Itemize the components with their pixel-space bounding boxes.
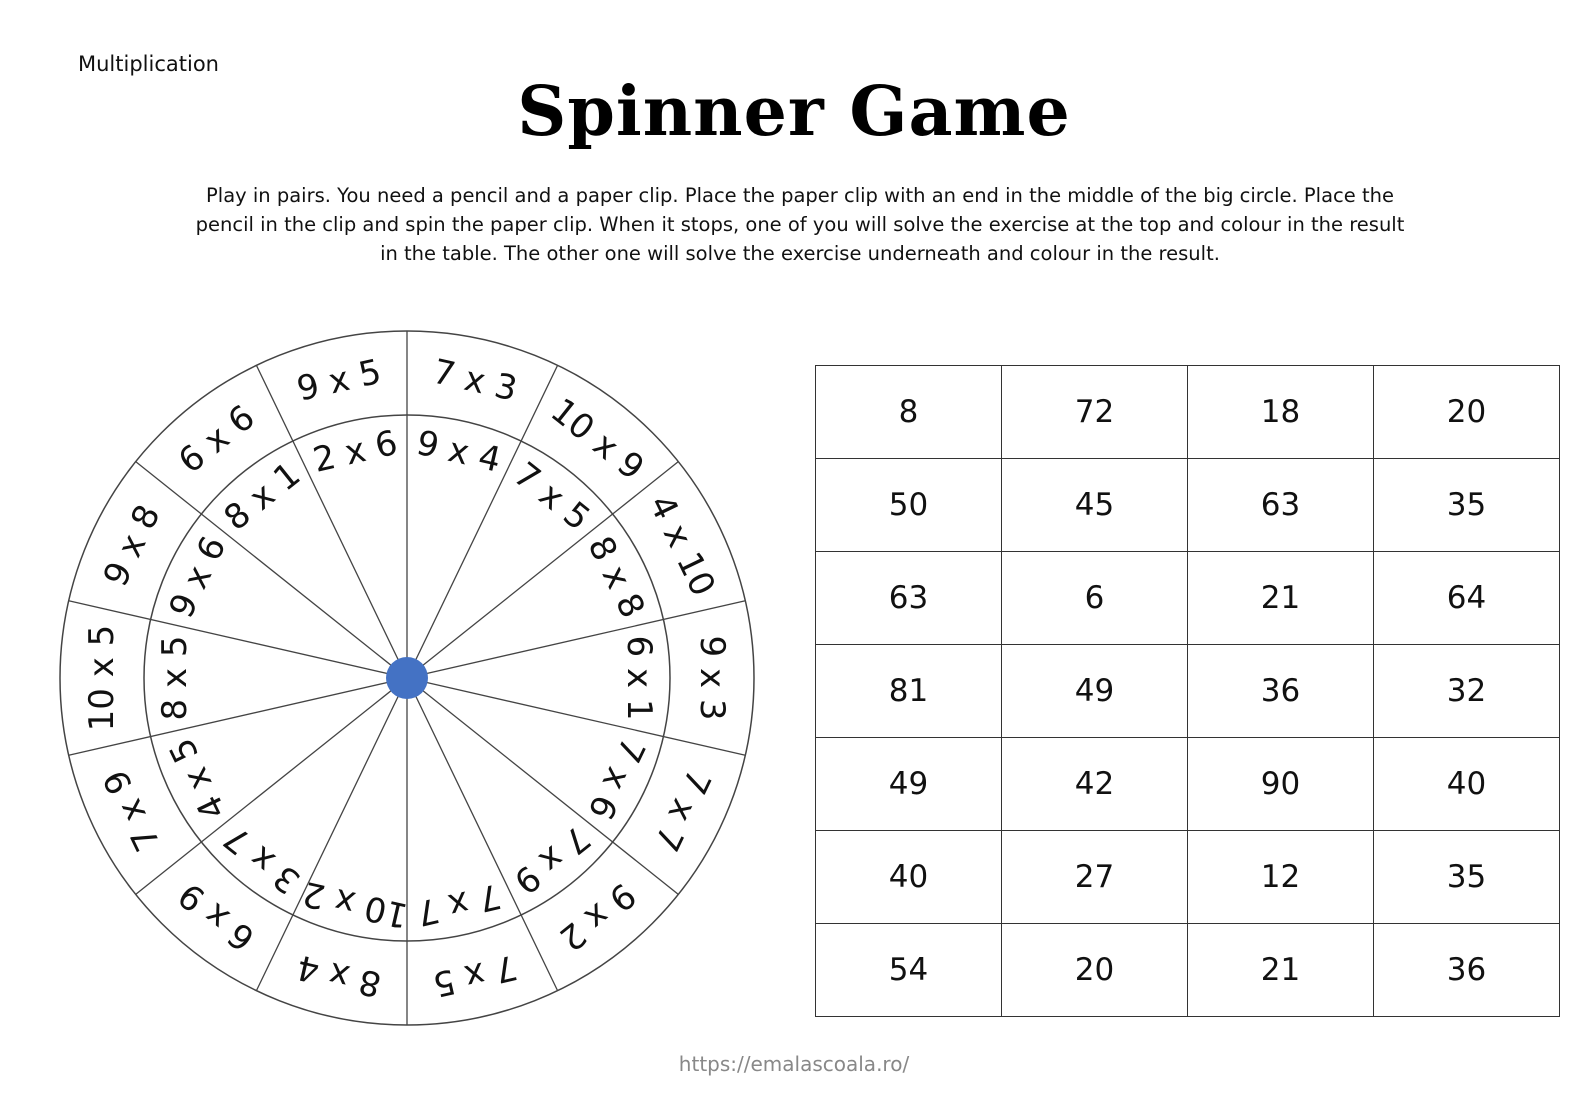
result-cell[interactable]: 21 — [1188, 924, 1374, 1017]
results-table — [815, 365, 1560, 1017]
inner_ring-exercise: 4 x 5 — [161, 731, 235, 826]
outer_ring-exercise: 7 x 7 — [645, 763, 719, 858]
result-cell[interactable]: 72 — [1002, 366, 1188, 459]
sector-divider — [407, 365, 558, 678]
source-link[interactable]: https://emalascoala.ro/ — [678, 1052, 910, 1076]
sector-divider — [407, 678, 558, 991]
result-cell[interactable]: 12 — [1188, 831, 1374, 924]
outer_ring-exercise: 6 x 9 — [171, 874, 263, 959]
result-cell[interactable]: 49 — [1002, 645, 1188, 738]
result-cell[interactable]: 36 — [1374, 924, 1560, 1017]
inner_ring-exercise: 2 x 6 — [309, 422, 402, 481]
result-cell[interactable]: 40 — [816, 831, 1002, 924]
outer_ring-exercise: 7 x 3 — [428, 351, 521, 410]
inner_ring-exercise: 3 x 7 — [216, 817, 309, 902]
result-cell[interactable]: 35 — [1374, 831, 1560, 924]
table-row — [816, 645, 1560, 738]
result-cell[interactable]: 81 — [816, 645, 1002, 738]
result-cell[interactable]: 20 — [1002, 924, 1188, 1017]
instructions — [190, 181, 1410, 268]
result-cell[interactable]: 45 — [1002, 459, 1188, 552]
table-row — [816, 738, 1560, 831]
result-cell[interactable]: 49 — [816, 738, 1002, 831]
inner_ring-exercise: 6 x 1 — [619, 635, 659, 721]
inner_ring-exercise: 7 x 6 — [579, 731, 653, 826]
sector-divider — [256, 678, 407, 991]
inner_ring-exercise: 8 x 1 — [216, 454, 309, 539]
inner_ring-exercise: 9 x 4 — [412, 422, 505, 481]
result-cell[interactable]: 63 — [816, 552, 1002, 645]
result-cell[interactable]: 21 — [1188, 552, 1374, 645]
table-row — [816, 831, 1560, 924]
result-cell[interactable]: 18 — [1188, 366, 1374, 459]
inner_ring-exercise: 9 x 6 — [161, 530, 235, 625]
outer_ring-exercise: 9 x 3 — [692, 635, 732, 721]
outer_ring-exercise: 8 x 4 — [293, 946, 386, 1005]
spinner-center[interactable] — [386, 657, 428, 699]
outer_ring-exercise: 4 x 10 — [640, 488, 723, 603]
inner_ring-exercise: 8 x 8 — [579, 530, 653, 625]
result-cell[interactable]: 8 — [816, 366, 1002, 459]
subject-label: Multiplication — [78, 52, 219, 76]
page-title: Spinner Game — [517, 72, 1071, 152]
inner_ring-exercise: 7 x 9 — [505, 817, 598, 902]
outer_ring-exercise: 10 x 9 — [543, 390, 652, 489]
instructions-line: in the table. The other one will solve the exercise underneath and colour in the result. — [380, 242, 1220, 265]
result-cell[interactable]: 20 — [1374, 366, 1560, 459]
outer_ring-exercise: 10 x 5 — [82, 624, 122, 732]
inner_ring-exercise: 8 x 5 — [155, 635, 195, 721]
result-cell[interactable]: 32 — [1374, 645, 1560, 738]
inner_ring-exercise: 10 x 2 — [298, 872, 412, 936]
instructions-line: Play in pairs. You need a pencil and a paper clip. Place the paper clip with an end in the middle of the big circle. Place the — [206, 184, 1394, 207]
result-cell[interactable]: 36 — [1188, 645, 1374, 738]
result-cell[interactable]: 54 — [816, 924, 1002, 1017]
result-cell[interactable]: 90 — [1188, 738, 1374, 831]
outer_ring-exercise: 9 x 5 — [293, 351, 386, 410]
result-cell[interactable]: 42 — [1002, 738, 1188, 831]
result-cell[interactable]: 64 — [1374, 552, 1560, 645]
result-cell[interactable]: 50 — [816, 459, 1002, 552]
result-cell[interactable]: 63 — [1188, 459, 1374, 552]
table-row — [816, 366, 1560, 459]
outer_ring-exercise: 7 x 5 — [428, 946, 521, 1005]
outer_ring-exercise: 7 x 9 — [95, 763, 169, 858]
outer_ring-exercise: 9 x 2 — [551, 874, 643, 959]
outer_ring-exercise: 6 x 6 — [171, 397, 263, 482]
instructions-line: pencil in the clip and spin the paper clip. When it stops, one of you will solve the exercise at the top and colour in the result — [195, 213, 1405, 236]
result-cell[interactable]: 40 — [1374, 738, 1560, 831]
result-cell[interactable]: 35 — [1374, 459, 1560, 552]
result-cell[interactable]: 6 — [1002, 552, 1188, 645]
inner_ring-exercise: 7 x 7 — [412, 875, 505, 934]
inner_ring-exercise: 7 x 5 — [505, 454, 598, 539]
table-row — [816, 552, 1560, 645]
spinner-wheel[interactable] — [0, 300, 800, 1060]
result-cell[interactable]: 27 — [1002, 831, 1188, 924]
table-row — [816, 459, 1560, 552]
sector-divider — [256, 365, 407, 678]
table-row — [816, 924, 1560, 1017]
outer_ring-exercise: 9 x 8 — [95, 498, 169, 593]
